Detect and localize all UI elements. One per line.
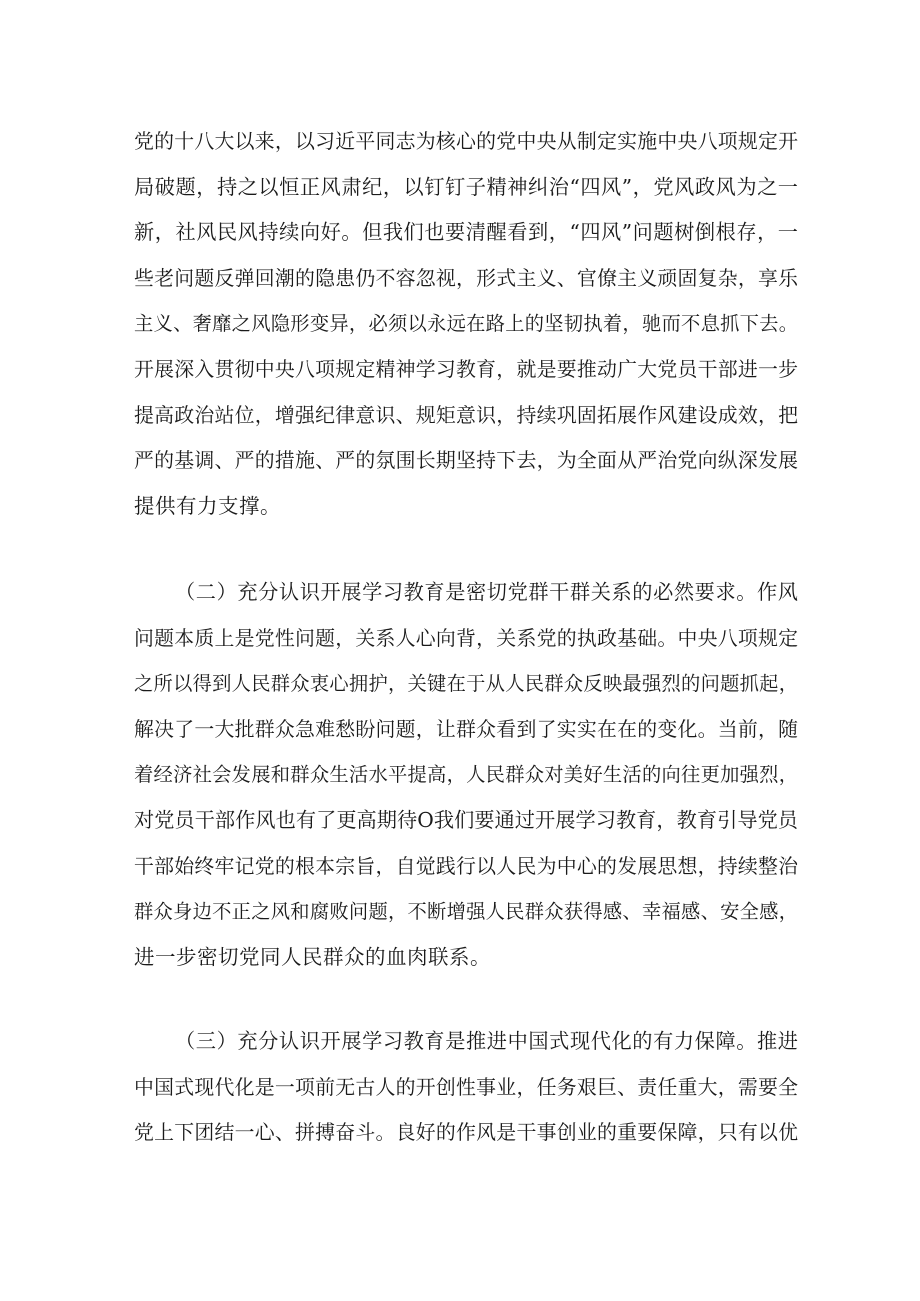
paragraph-3: [134, 1019, 798, 1156]
section-heading-line: （三）充分认识开展学习教育是推进中国式现代化的有力保障。推进: [175, 1029, 798, 1053]
section-heading-line: （二）充分认识开展学习教育是密切党群干群关系的必然要求。作风: [175, 580, 798, 604]
text-line: 局破题，持之以恒正风肃纪，以钉钉子精神纠治“四风”，党风政风为之一: [134, 174, 798, 199]
text-line: 干部始终牢记党的根本宗旨，自觉践行以人民为中心的发展思想，持续整治: [134, 854, 798, 878]
text-line: 中国式现代化是一项前无古人的开创性事业，任务艰巨、责任重大，需要全: [134, 1075, 798, 1099]
paragraph-1: [134, 119, 798, 529]
text-line: 些老问题反弹回潮的隐患仍不容忽视，形式主义、官僚主义顽固复杂，享乐: [134, 266, 798, 290]
text-line: 对党员干部作风也有了更高期待O我们要通过开展学习教育，教育引导党员: [134, 807, 798, 832]
text-line: 之所以得到人民群众衷心拥护，关键在于从人民群众反映最强烈的问题抓起，: [134, 672, 798, 696]
text-line: 着经济社会发展和群众生活水平提高，人民群众对美好生活的向往更加强烈，: [134, 763, 798, 787]
text-line: 严的基调、严的措施、严的氛围长期坚持下去，为全面从严治党向纵深发展: [134, 449, 798, 473]
text-line: 主义、奢靡之风隐形变异，必须以永远在路上的坚韧执着，驰而不息抓下去。: [134, 312, 798, 336]
text-line: 党的十八大以来，以习近平同志为核心的党中央从制定实施中央八项规定开: [134, 130, 798, 153]
text-line: 提供有力支撑。: [134, 493, 281, 518]
text-line: 开展深入贯彻中央八项规定精神学习教育，就是要推动广大党员干部进一步: [134, 357, 798, 381]
text-line: 问题本质上是党性问题，关系人心向背，关系党的执政基础。中央八项规定: [134, 626, 798, 650]
text-line: 解决了一大批群众急难愁盼问题，让群众看到了实实在在的变化。当前，随: [134, 717, 798, 741]
text-line: 新，社风民风持续向好。但我们也要清醒看到，“四风”问题树倒根存，一: [134, 220, 798, 245]
text-line: 党上下团结一心、拼搏奋斗。良好的作风是干事创业的重要保障，只有以优: [134, 1121, 798, 1145]
text-line: 提高政治站位，增强纪律意识、规矩意识，持续巩固拓展作风建设成效，把: [134, 403, 798, 427]
paragraph-2: [134, 570, 798, 980]
text-line: 群众身边不正之风和腐败问题，不断增强人民群众获得感、幸福感、安全感，: [134, 900, 798, 924]
text-line: 进一步密切党同人民群众的血肉联系。: [134, 944, 491, 969]
